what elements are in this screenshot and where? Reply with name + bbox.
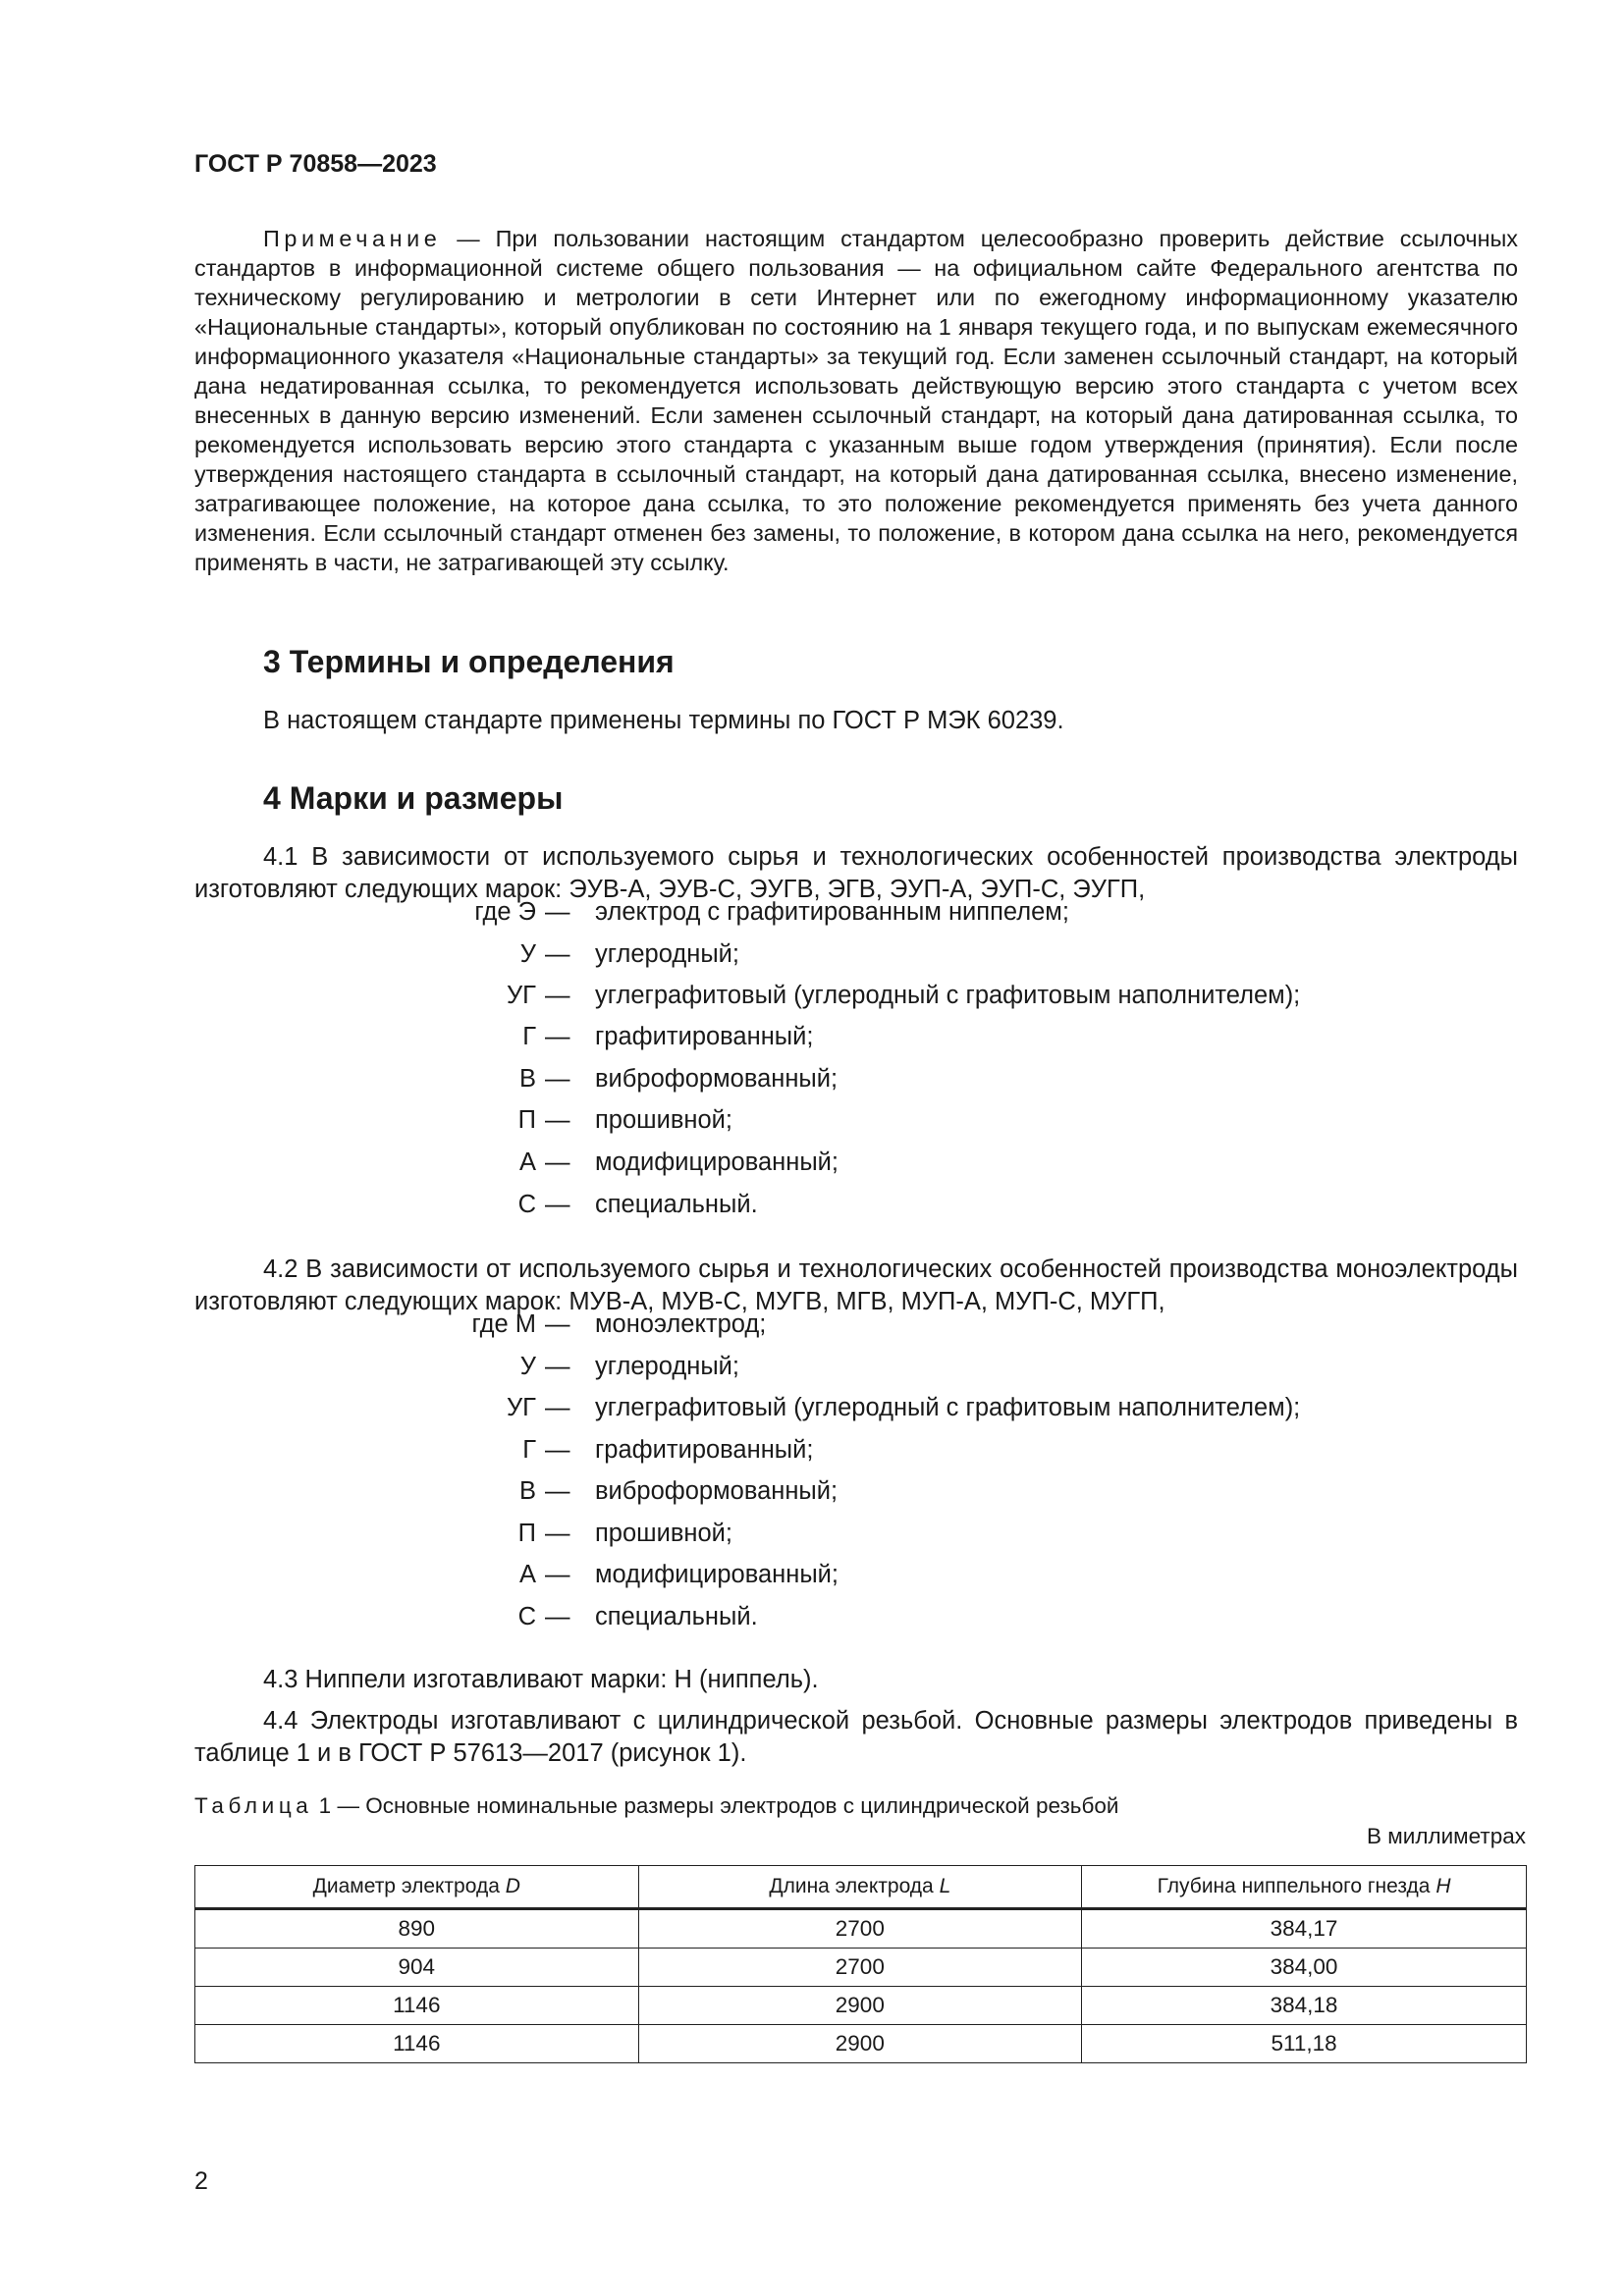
- table-cell: 1146: [195, 1987, 639, 2025]
- paragraph-4-2: 4.2 В зависимости от используемого сырья и технологических особенностей производства моноэлектроды изготовляют следующих марок: МУВ-А, МУВ-С, МУГВ, МГВ, МУП-А, МУП-С, МУГП,: [194, 1255, 1518, 1315]
- document-code-header: ГОСТ Р 70858—2023: [194, 150, 437, 178]
- legend-item: Г — графитированный;: [522, 1023, 814, 1050]
- table-label: Таблица: [194, 1793, 313, 1818]
- legend-item: УГ — углеграфитовый (углеродный с графитовым наполнителем);: [506, 1394, 1301, 1421]
- table-cell: 384,17: [1082, 1909, 1527, 1949]
- table-cell: 511,18: [1082, 2025, 1527, 2063]
- legend-item: В — виброформованный;: [518, 1477, 839, 1505]
- column-header: Длина электрода L: [638, 1866, 1082, 1909]
- section-4-heading: 4 Марки и размеры: [263, 780, 564, 816]
- table-row: [195, 1987, 1527, 2025]
- table-1-caption: [194, 1793, 1119, 1819]
- note-text: — При пользовании настоящим стандартом целесообразно проверить действие ссылочных стандартов в информационной системе общего пользования — на официальном сайте Федерального агентства по техническому регулированию и метрологии в сети Интернет или по ежегодному информационному указателю «Национальные стандарты», который опубликован по состоянию на 1 января текущего года, и по выпускам ежемесячного информационного указателя «Национальные стандарты» за текущий год. Если заменен ссылочный стандарт, на который дана недатированная ссылка, то рекомендуется использовать действующую версию этого стандарта с учетом всех внесенных в данную версию изменений. Если заменен ссылочный стандарт, на который дана датированная ссылка, то рекомендуется использовать версию этого стандарта с указанным выше годом утверждения (принятия). Если после утверждения настоящего стандарта в ссылочный стандарт, на который дана датированная ссылка, внесено изменение, затрагивающее положение, на которое дана ссылка, то это положение рекомендуется применять без учета данного изменения. Если ссылочный стандарт отменен без замены, то положение, в котором дана ссылка на него, рекомендуется применять в части, не затрагивающей эту ссылку.: [194, 226, 1518, 575]
- table-header-row: [195, 1866, 1527, 1909]
- legend-item: У — углеродный;: [519, 1353, 739, 1380]
- table-cell: 890: [195, 1909, 639, 1949]
- table-cell: 1146: [195, 2025, 639, 2063]
- electrode-dimensions-table: [194, 1865, 1527, 2063]
- legend-item: Г — графитированный;: [522, 1436, 814, 1464]
- section-3-heading: 3 Термины и определения: [263, 644, 675, 679]
- note-label: Примечание: [263, 226, 442, 251]
- column-header: Диаметр электрода D: [195, 1866, 639, 1909]
- legend-item: А — модифицированный;: [518, 1561, 839, 1588]
- paragraph-4-4: 4.4 Электроды изготавливают с цилиндрической резьбой. Основные размеры электродов приведены в таблице 1 и в ГОСТ Р 57613—2017 (рисунок 1).: [194, 1707, 1518, 1767]
- page-number: 2: [194, 2167, 208, 2195]
- table-cell: 384,00: [1082, 1949, 1527, 1987]
- paragraph-4-3: 4.3 Ниппели изготавливают марки: Н (ниппель).: [263, 1666, 819, 1693]
- section-3-text: В настоящем стандарте применены термины по ГОСТ Р МЭК 60239.: [263, 707, 1064, 734]
- table-units: В миллиметрах: [1367, 1824, 1526, 1848]
- table-cell: 2700: [638, 1949, 1082, 1987]
- legend-item: А — модифицированный;: [518, 1148, 839, 1176]
- legend-item: П — прошивной;: [517, 1106, 733, 1134]
- legend-item: П — прошивной;: [517, 1520, 733, 1547]
- legend-item: В — виброформованный;: [518, 1065, 839, 1093]
- table-cell: 2900: [638, 1987, 1082, 2025]
- legend-item: С — специальный.: [517, 1191, 758, 1218]
- legend-item: С — специальный.: [517, 1603, 758, 1630]
- column-header: Глубина ниппельного гнезда H: [1082, 1866, 1527, 1909]
- table-cell: 384,18: [1082, 1987, 1527, 2025]
- table-row: [195, 1949, 1527, 1987]
- reference-note: [194, 224, 1518, 577]
- table-cell: 2700: [638, 1909, 1082, 1949]
- legend-item: где Э — электрод с графитированным ниппелем;: [474, 898, 1069, 926]
- legend-item: где М — моноэлектрод;: [471, 1310, 767, 1338]
- table-row: [195, 2025, 1527, 2063]
- paragraph-4-1: 4.1 В зависимости от используемого сырья и технологических особенностей производства электроды изготовляют следующих марок: ЭУВ-А, ЭУВ-С, ЭУГВ, ЭГВ, ЭУП-А, ЭУП-С, ЭУГП,: [194, 843, 1518, 903]
- legend-item: УГ — углеграфитовый (углеродный с графитовым наполнителем);: [506, 982, 1301, 1009]
- table-row: [195, 1909, 1527, 1949]
- table-cell: 2900: [638, 2025, 1082, 2063]
- legend-item: У — углеродный;: [519, 940, 739, 968]
- table-caption-text: 1 — Основные номинальные размеры электродов с цилиндрической резьбой: [312, 1793, 1119, 1818]
- table-cell: 904: [195, 1949, 639, 1987]
